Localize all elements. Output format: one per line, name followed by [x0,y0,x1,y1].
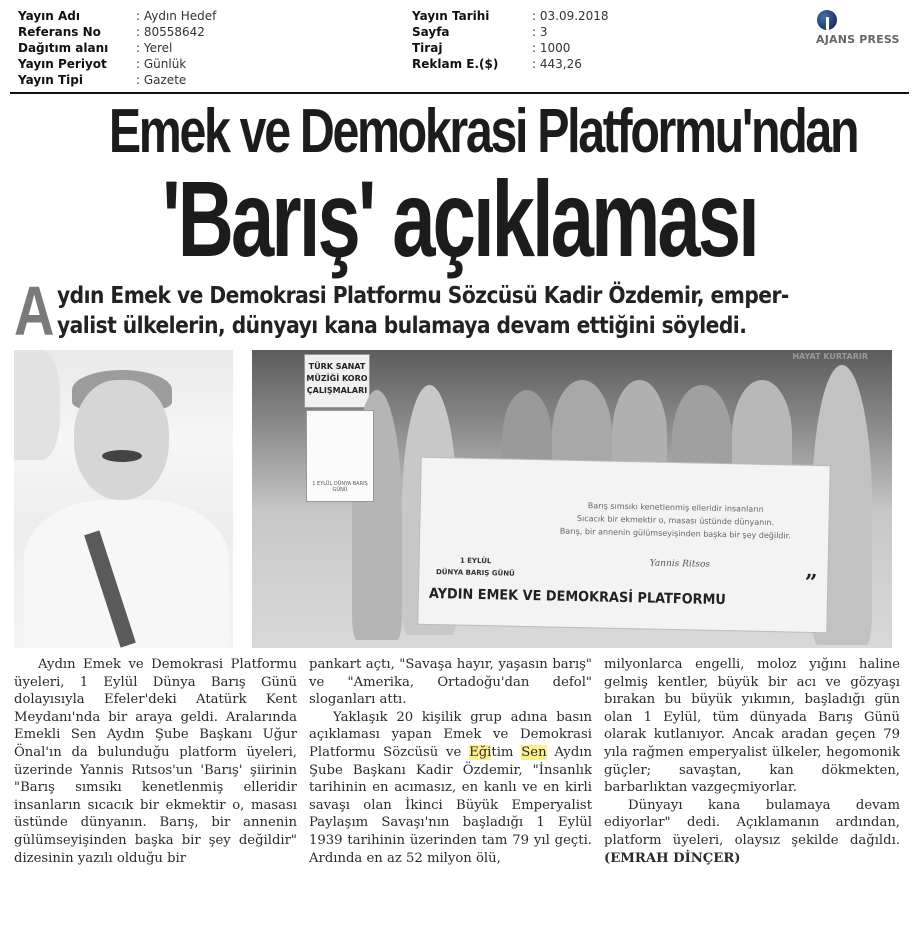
meta-label: Yayın Tipi [18,73,83,87]
face-shape [74,380,169,500]
paragraph: pankart açtı, "Savaşa hayır, yaşasın barış" ve "Amerika, Ortadoğu'dan defol" sloganları attı. [309,657,592,708]
mustache-shape [102,450,142,462]
text-span: Aydın Şube Başkanı Kadir Özdemir, "İnsanlık tarihinin en acımasız, en kanlı ve en kirli savaşı olan İkinci Büyük Emperyalist Paylaşım Savaşı'nın başladığı 1 Eylül 1939 tarihinin üzerinden tam 79 yıl geçti. Ardında en az 52 milyon ölü, [309,744,592,866]
meta-value: : 443,26 [532,57,582,71]
paragraph: milyonlarca engelli, moloz yığını haline gelmiş kentler, büyük bir acı ve gözyaşı bırakan bu büyük yıkımın, başladığı gün olan 1 Eylül, tüm dünyada Barış Günü olarak kutlanıyor. Ancak aradan geçen 79 yıla rağmen emperyalist ülkeler, hegomonik güçler; savaştan, kan dökmekten, barbarlıktan vazgeçmiyorlar. [604,657,900,796]
meta-row-distribution [18,40,216,56]
meta-value: : 3 [532,25,548,39]
meta-left [18,8,216,88]
meta-value: : Günlük [136,57,187,71]
paragraph [604,797,900,867]
subhead-line-1: ydın Emek ve Demokrasi Platformu Sözcüsü Kadir Özdemir, emper- [57,283,789,309]
meta-label: Dağıtım alanı [18,41,109,55]
meta-value: : Aydın Hedef [136,9,217,23]
meta-value: : 80558642 [136,25,205,39]
article-body [14,656,900,867]
meta-label: Yayın Tarihi [412,9,490,23]
meta-row-circulation [412,40,609,56]
meta-value: : Yerel [136,41,173,55]
meta-row-page [412,24,609,40]
banner-quote-line: Sıcacık bir ekmektir o, masası üstünde dünyanın. [576,514,775,528]
meta-row-publication-name [18,8,216,24]
byline: (EMRAH DİNÇER) [604,850,741,866]
ajans-press-logo [812,10,912,50]
text-span: Yaklaşık 20 kişilik grup adına basın açıklaması yapan Emek ve Demokrasi Platformu Sözcüsü ve [309,709,592,760]
group-photo [252,350,892,648]
meta-label: Reklam E.($) [412,57,499,71]
meta-row-date [412,8,609,24]
meta-label: Sayfa [412,25,450,39]
globe-icon [817,10,837,30]
meta-label: Referans No [18,25,101,39]
meta-label: Tiraj [412,41,443,55]
article-column-1 [14,656,297,867]
text-span: tim [491,744,522,760]
background-sign: TÜRK SANAT MÜZİĞİ KORO ÇALIŞMALARI [304,354,370,408]
meta-label: Yayın Periyot [18,57,107,71]
protest-banner [418,458,829,633]
headline-line-2: 'Barış' açıklaması [162,158,757,279]
banner-date [429,554,521,580]
handheld-sign: 1 EYLÜL DÜNYA BARIŞ GÜNÜ [306,410,374,502]
banner-quote-line: Barış, bir annenin gülümseyişinden başka bir şey değildir. [559,526,791,541]
hayat-kurtarir-text: HAYAT KURTARIR [792,352,868,361]
highlighted-term: Sen [521,744,547,760]
paragraph [309,709,592,867]
meta-row-period [18,56,216,72]
text-span: Dünyayı kana bulamaya devam ediyorlar" dedi. Açıklamanın ardından, platform üyeleri, olaysız şekilde dağıldı. [604,797,900,848]
article-column-2 [309,656,592,867]
portrait-photo [14,350,233,648]
banner-signature: Yannis Ritsos [649,558,711,570]
meta-value: : 1000 [532,41,571,55]
paragraph: Aydın Emek ve Demokrasi Platformu üyeleri, 1 Eylül Dünya Barış Günü dolayısıyla Efeler'deki Atatürk Kent Meydanı'nda bir araya geldi. Aralarında Emekli Sen Aydın Şube Başkanı Uğur Önal'ın da bulunduğu platform üyeleri, üzerinde Yannis Rıtsos'un 'Barış' şiirinin "Barış sımsıkı kenetlenmiş elleridir insanların sıcacık bir ekmektir o, masası üstünde dünyanın. Barış, bir annenin gülümseyişinden başka bir şey değildir" dizesinin yazılı olduğu bir [14,657,297,866]
subhead-dropcap: A [14,272,55,350]
subhead [57,281,907,341]
headline-line-1: Emek ve Demokrasi Platformu'ndan [108,97,858,166]
header-divider [10,92,909,94]
banner-date-line: 1 EYLÜL [459,556,492,566]
meta-value: : Gazete [136,73,187,87]
meta-row-ad-value [412,56,609,72]
meta-label: Yayın Adı [18,9,80,23]
article-column-3 [604,656,900,867]
banner-title: AYDIN EMEK VE DEMOKRASİ PLATFORMU [428,585,726,609]
highlighted-term: Eği [469,744,492,760]
banner-quote [540,498,811,543]
banner-date-line: DÜNYA BARIŞ GÜNÜ [435,568,515,578]
megaphone-shape [14,350,60,460]
meta-row-type [18,72,216,88]
logo-text: AJANS PRESS [816,33,900,46]
meta-value: : 03.09.2018 [532,9,609,23]
meta-right [412,8,609,72]
meta-row-reference-no [18,24,216,40]
subhead-line-2: yalist ülkelerin, dünyayı kana bulamaya devam ettiğini söyledi. [57,313,747,339]
banner-quote-line: Barış sımsıkı kenetlenmiş elleridir insanların [587,501,764,514]
quote-mark-icon: ” [804,569,818,597]
